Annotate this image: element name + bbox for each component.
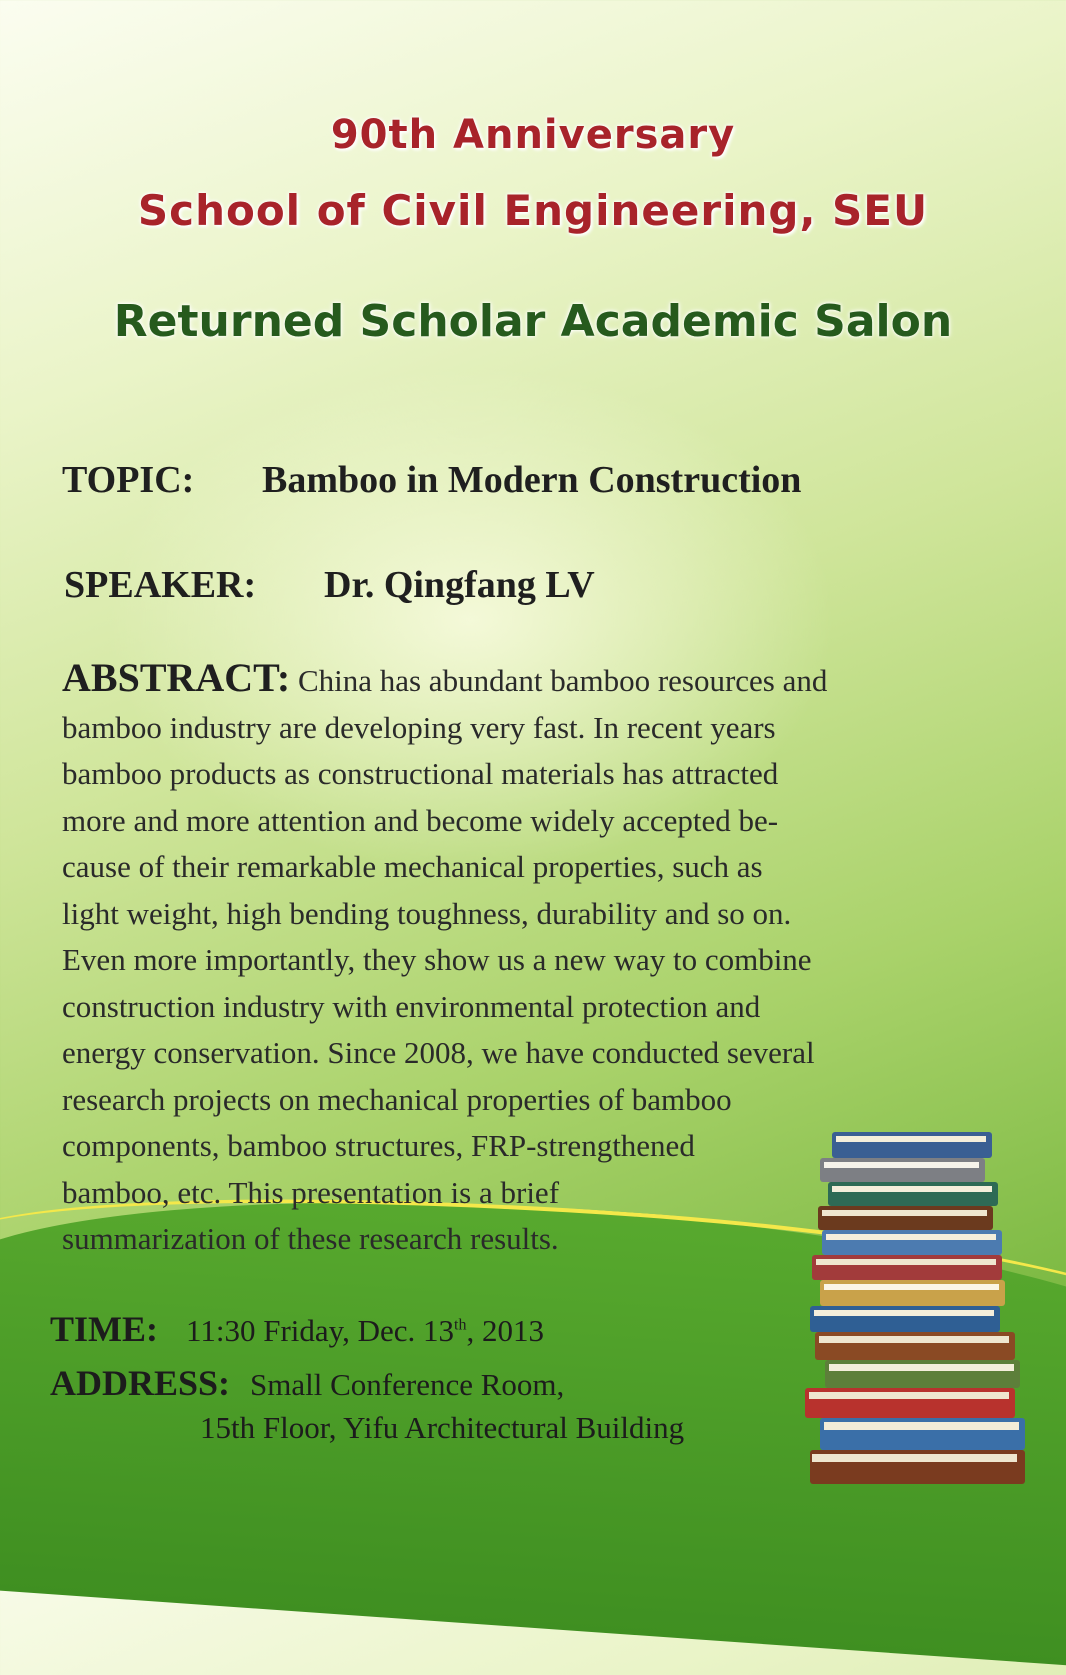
address-line2: 15th Floor, Yifu Architectural Building — [200, 1410, 685, 1445]
time-superscript: th — [454, 1316, 467, 1334]
abstract-line: summarization of these research results. — [62, 1221, 559, 1256]
time-row — [50, 1308, 544, 1350]
abstract-line: components, bamboo structures, FRP-strengthened — [62, 1128, 695, 1163]
time-label: TIME: — [50, 1309, 158, 1349]
topic-row — [62, 458, 801, 502]
abstract-line: more and more attention and become widely accepted be- — [62, 802, 779, 838]
address-label: ADDRESS: — [50, 1363, 231, 1403]
subtitle-salon: Returned Scholar Academic Salon — [113, 296, 953, 347]
abstract-line: research projects on mechanical properties of bamboo — [62, 1081, 732, 1117]
abstract-line: Even more importantly, they show us a new way to combine — [62, 942, 812, 977]
topic-value: Bamboo in Modern Construction — [262, 459, 802, 501]
abstract-line: energy conservation. Since 2008, we have conducted several — [62, 1035, 815, 1070]
abstract-line: bamboo, etc. This presentation is a brief — [62, 1174, 560, 1210]
abstract-line: bamboo industry are developing very fast. In recent years — [62, 709, 776, 745]
topic-label: TOPIC: — [62, 459, 195, 501]
time-year: , 2013 — [466, 1313, 544, 1348]
time-value: 11:30 Friday, Dec. 13 — [186, 1313, 455, 1348]
abstract-label: ABSTRACT: — [62, 655, 291, 700]
abstract-line: light weight, high bending toughness, durability and so on. — [62, 895, 792, 931]
title-anniversary: 90th Anniversary — [330, 112, 736, 158]
abstract-line: construction industry with environmental protection and — [62, 988, 761, 1024]
speaker-value: Dr. Qingfang LV — [324, 564, 595, 606]
address-line1: Small Conference Room, — [250, 1367, 565, 1402]
abstract-line: ABSTRACT: China has abundant bamboo resources and — [62, 655, 828, 700]
title-school: School of Civil Engineering, SEU — [137, 186, 929, 235]
speaker-label: SPEAKER: — [64, 564, 257, 606]
abstract-line: bamboo products as constructional materials has attracted — [62, 756, 779, 791]
address-row — [50, 1362, 564, 1404]
speaker-row — [64, 563, 595, 607]
book-stack-icon — [790, 1110, 1040, 1492]
abstract-line: cause of their remarkable mechanical properties, such as — [62, 849, 763, 884]
